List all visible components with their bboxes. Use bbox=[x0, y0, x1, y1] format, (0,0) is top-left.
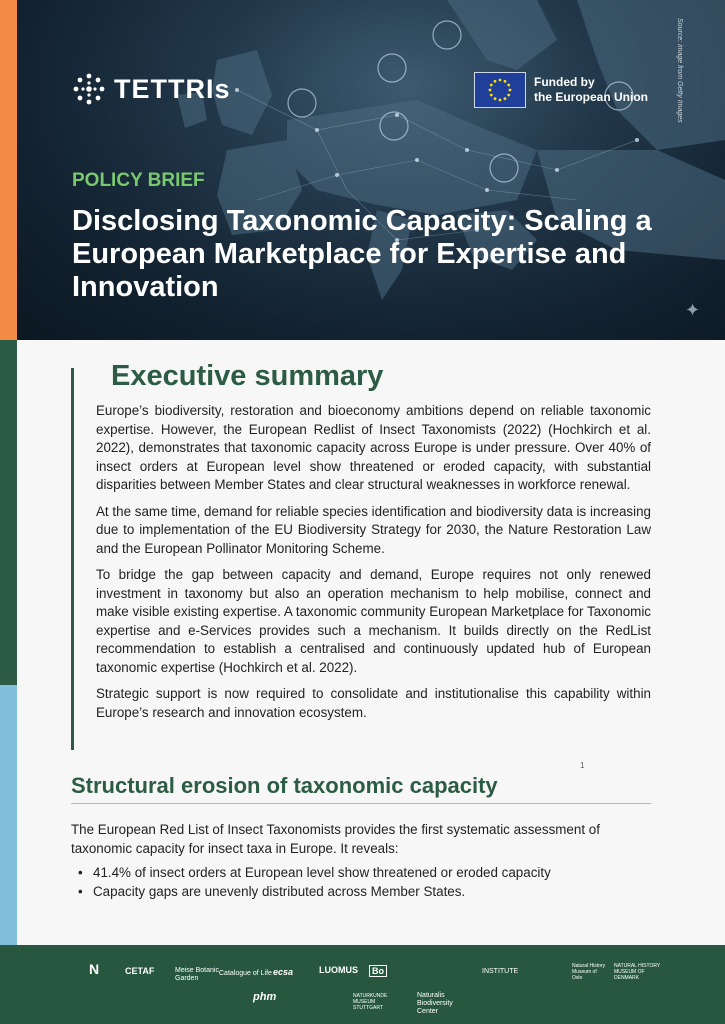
section-intro: The European Red List of Insect Taxonomists provides the first systematic assessment of taxonomic capacity for insect taxa in Europe. It reveals: bbox=[71, 822, 600, 856]
image-credit bbox=[671, 18, 685, 128]
summary-accent-rule bbox=[71, 368, 74, 750]
list-item: • 41.4% of insect orders at European level show threatened or eroded capacity bbox=[71, 864, 651, 883]
partner-logo: N bbox=[89, 961, 100, 977]
partner-logo: Meise Botanic Garden bbox=[175, 967, 219, 982]
accent-band-green bbox=[0, 340, 17, 685]
eu-funding-badge bbox=[474, 72, 654, 108]
partner-logo: NATURAL HISTORY MUSEUM OF DENMARK bbox=[614, 963, 661, 981]
section-divider bbox=[71, 803, 651, 804]
summary-paragraph: At the same time, demand for reliable species identification and biodiversity data is increasing due to implementation of the EU Biodiversity Strategy for 2030, the Nature Restoration Law and the European Pollinator Monitoring Scheme. bbox=[96, 503, 651, 556]
partner-logo: Bo bbox=[369, 965, 387, 977]
summary-paragraph: Strategic support is now required to consolidate and institutionalise this capability within Europe’s research and innovation ecosystem. bbox=[96, 686, 651, 720]
hero-banner bbox=[17, 0, 725, 340]
section-heading: Structural erosion of taxonomic capacity bbox=[71, 773, 498, 798]
partner-logo: INSTITUTE bbox=[482, 968, 519, 975]
partner-logo: CETAF bbox=[125, 966, 155, 976]
image-credit-text: Source: image from Getty Images bbox=[676, 18, 683, 123]
partner-logo: Naturalis Biodiversity Center bbox=[417, 992, 453, 1015]
summary-paragraph: To bridge the gap between capacity and demand, Europe requires not only renewed investment in taxonomy but also an operation mechanism to help mobilise, connect and make visible existing expertise. A taxonomic community European Marketplace for Taxonomic expertise and e-Services provides such a mechanism. It builds directly on the RedList recommendation to establish a centralised and continuously updated hub of European taxonomic expertise (Hochkirch et al. 2022). bbox=[96, 567, 651, 675]
partner-logo: ecsa bbox=[273, 967, 294, 977]
partner-logo: LUOMUS bbox=[319, 965, 358, 975]
document-type: POLICY BRIEF bbox=[72, 170, 205, 191]
footnote-marker: 1 bbox=[580, 761, 585, 770]
partner-logo: phm bbox=[253, 991, 277, 1003]
tettris-logo bbox=[72, 72, 231, 106]
funding-line-1: Funded by bbox=[534, 75, 595, 89]
partner-logo: NATURKUNDE MUSEUM STUTTGART bbox=[353, 993, 388, 1011]
brand-name: TETTRIs bbox=[114, 73, 231, 104]
executive-summary-body bbox=[96, 402, 651, 730]
summary-paragraph: Europe’s biodiversity, restoration and bioeconomy ambitions depend on reliable taxonomic expertise. However, the European Redlist of Insect Taxonomists (2022) (Hochkirch et al. 2022), demonstrates that taxonomic capacity across Europe is under pressure. Over 40% of insect orders at European level show threatened or eroded capacity, with substantial disparities between Member States and clear structural weaknesses in workforce renewal. bbox=[96, 403, 651, 492]
findings-list bbox=[71, 864, 651, 901]
list-item: • Capacity gaps are unevenly distributed across Member States. bbox=[71, 883, 651, 902]
executive-summary-heading: Executive summary bbox=[111, 360, 384, 392]
funding-line-2: the European Union bbox=[534, 90, 648, 104]
partner-logo: Natural History Museum of Oslo bbox=[572, 963, 606, 981]
funding-text bbox=[534, 75, 654, 105]
accent-band-blue bbox=[0, 685, 17, 945]
sparkle-icon: ✦ bbox=[685, 300, 701, 320]
tettris-dots-icon bbox=[72, 72, 106, 106]
accent-band-orange bbox=[0, 0, 17, 340]
eu-flag-icon bbox=[474, 72, 526, 108]
page-title: Disclosing Taxonomic Capacity: Scaling a European Marketplace for Expertise and Innovation bbox=[72, 205, 652, 303]
accent-band-dark bbox=[0, 945, 17, 1024]
partner-logos-footer bbox=[17, 945, 725, 1024]
partner-logo: Catalogue of Life bbox=[219, 970, 272, 977]
